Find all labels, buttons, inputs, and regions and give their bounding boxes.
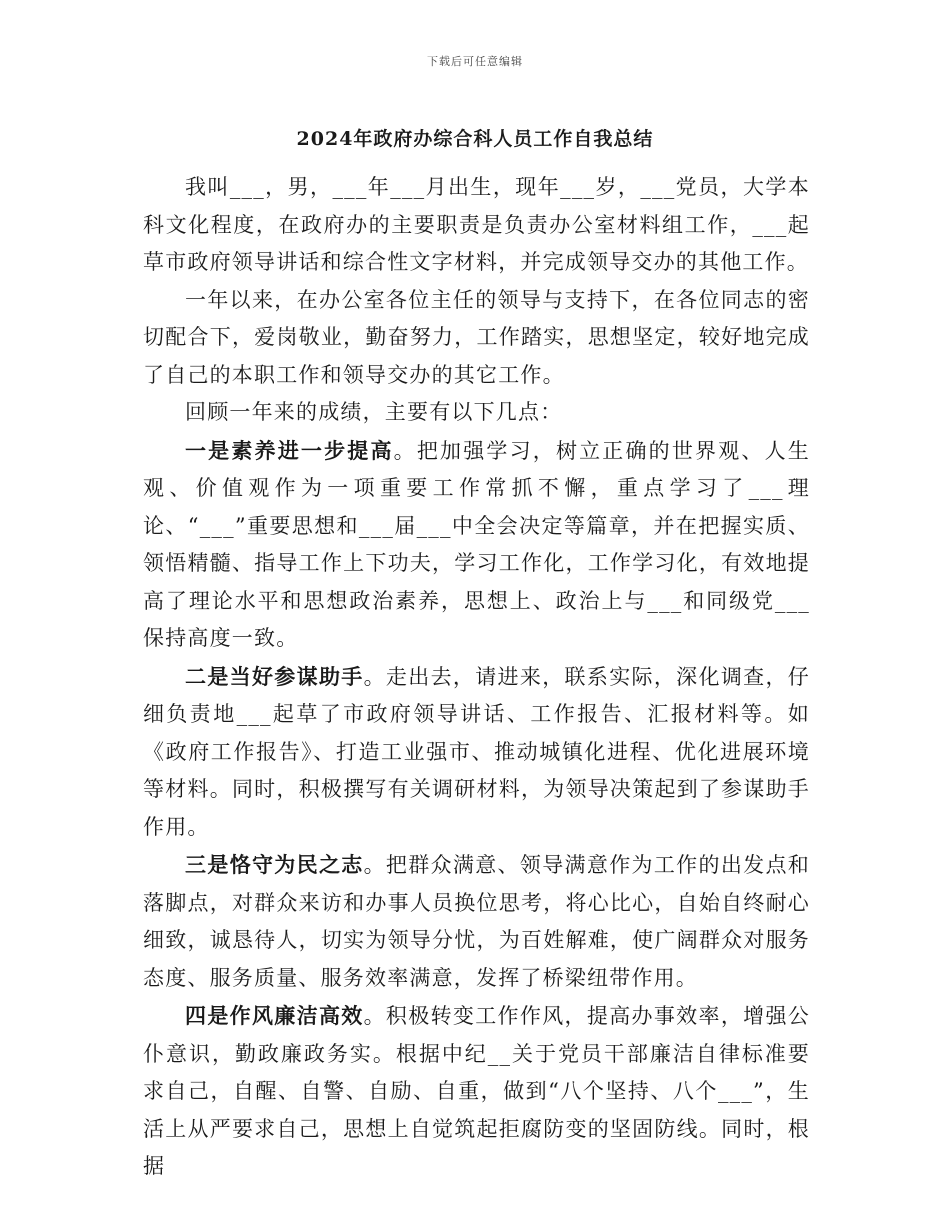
paragraph-point-2 xyxy=(143,658,810,847)
document-body xyxy=(143,169,810,1186)
paragraph-point-4 xyxy=(143,997,810,1186)
paragraph-overview xyxy=(143,282,810,395)
paragraph-text: 回顾一年来的成绩，主要有以下几点： xyxy=(185,400,563,424)
paragraph-lead: 二是当好参谋助手 xyxy=(185,663,364,689)
paragraph-text: 我叫___，男，___年___月出生，现年___岁，___党员，大学本科文化程度，在政府办的主要职责是负责办公室材料组工作，___起草市政府领导讲话和综合性文字材料，并完成领导交办的其他工作。 xyxy=(143,175,810,274)
paragraph-text: 。把加强学习，树立正确的世界观、人生观、价值观作为一项重要工作常抓不懈，重点学习了___理论、“___”重要思想和___届___中全会决定等篇章，并在把握实质、领悟精髓、指导工作上下功夫，学习工作化，工作学习化，有效地提高了理论水平和思想政治素养，思想上、政治上与___和同级党___保持高度一致。 xyxy=(143,438,810,650)
paragraph-text: 一年以来，在办公室各位主任的领导与支持下，在各位同志的密切配合下，爱岗敬业，勤奋努力，工作踏实，思想坚定，较好地完成了自己的本职工作和领导交办的其它工作。 xyxy=(143,287,810,387)
paragraph-intro xyxy=(143,169,810,282)
paragraph-text: 。把群众满意、领导满意作为工作的出发点和落脚点，对群众来访和办事人员换位思考，将心比心，自始自终耐心细致，诚恳待人，切实为领导分忧，为百姓解难，使广阔群众对服务态度、服务质量、服务效率满意，发挥了桥梁纽带作用。 xyxy=(143,853,810,990)
paragraph-point-1 xyxy=(143,432,810,658)
paragraph-lead: 三是恪守为民之志 xyxy=(185,852,364,877)
paragraph-review xyxy=(143,394,810,432)
page-title: 2024年政府办综合科人员工作自我总结 xyxy=(296,128,654,150)
paragraph-text: 。积极转变工作作风，提高办事效率，增强公仆意识，勤政廉政务实。根据中纪__关于党员干部廉洁自律标准要求自己，自醒、自警、自励、自重，做到“八个坚持、八个___”，生活上从严要求自己，思想上自觉筑起拒腐防变的坚固防线。同时，根据 xyxy=(143,1004,810,1178)
paragraph-text: 。走出去，请进来，联系实际，深化调查，仔细负责地___起草了市政府领导讲话、工作报告、汇报材料等。如《政府工作报告》、打造工业强市、推动城镇化进程、优化进展环境等材料。同时，积极撰写有关调研材料，为领导决策起到了参谋助手作用。 xyxy=(143,664,810,839)
paragraph-lead: 四是作风廉洁高效 xyxy=(185,1003,364,1028)
header-note: 下载后可任意编辑 xyxy=(427,55,523,68)
paragraph-lead: 一是素养进一步提高 xyxy=(185,437,394,463)
paragraph-point-3 xyxy=(143,846,810,997)
